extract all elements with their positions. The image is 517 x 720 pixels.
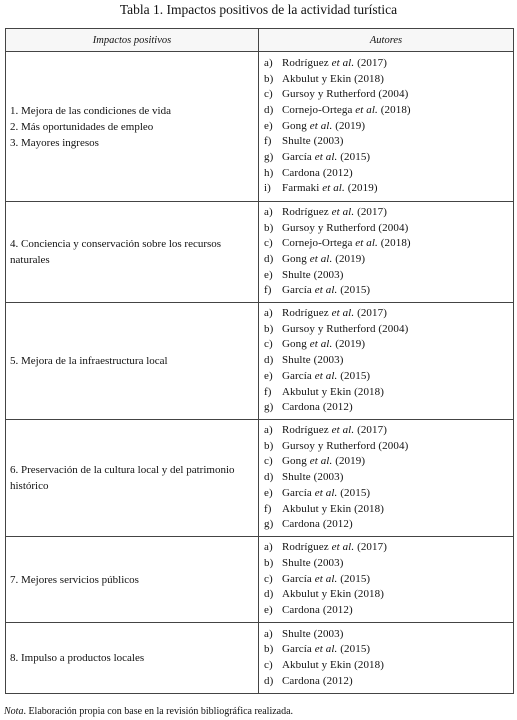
impact-line: 2. Más oportunidades de empleo — [10, 120, 154, 133]
impact-line: naturales — [10, 254, 50, 266]
impact-line: 1. Mejora de las condiciones de vida — [10, 104, 171, 117]
citation-letter: g) — [264, 401, 274, 414]
citation-year: (2015) — [340, 643, 371, 656]
author-citation — [264, 517, 513, 533]
author-name: Akbulut y Ekin — [282, 502, 352, 515]
author-citation — [264, 221, 513, 237]
author-name: Gursoy y Rutherford — [282, 322, 376, 335]
note-text: . Elaboración propia con base en la revisión bibliográfica realizada. — [23, 706, 294, 717]
authors-cell — [259, 623, 514, 694]
citation-year: (2003) — [313, 354, 344, 367]
author-citation — [264, 181, 513, 197]
citation-letter: e) — [264, 369, 273, 382]
author-citation — [264, 56, 513, 72]
citation-year: (2015) — [340, 572, 371, 585]
author-citation — [264, 454, 513, 470]
citation-year: (2018) — [354, 385, 385, 398]
citation-year: (2015) — [340, 151, 371, 164]
author-citation — [264, 486, 513, 502]
citation-year: (2017) — [357, 205, 387, 218]
citation-year: (2003) — [313, 556, 344, 569]
citation-letter: c) — [264, 572, 273, 585]
author-name: Rodríguez — [282, 205, 329, 218]
citation-letter: a) — [264, 307, 273, 320]
citation-letter: d) — [264, 103, 274, 116]
author-name: García — [282, 284, 312, 297]
author-name: Shulte — [282, 556, 311, 569]
citation-letter: d) — [264, 471, 274, 484]
citation-year: (2019) — [335, 455, 366, 468]
citation-letter: c) — [264, 455, 273, 468]
citation-letter: b) — [264, 643, 274, 656]
citation-year: (2003) — [313, 627, 344, 640]
et-al: et al. — [314, 486, 338, 499]
author-name: Cardona — [282, 166, 320, 179]
author-name: Akbulut y Ekin — [282, 72, 352, 85]
author-citation — [264, 658, 513, 674]
author-name: Shulte — [282, 471, 311, 484]
impact-cell — [6, 537, 259, 623]
author-citation — [264, 556, 513, 572]
citation-year: (2004) — [378, 88, 409, 101]
citation-letter: i) — [264, 182, 271, 195]
citation-letter: a) — [264, 424, 273, 437]
citation-year: (2012) — [322, 401, 353, 414]
citation-letter: f) — [264, 502, 272, 515]
et-al: et al. — [331, 541, 355, 554]
impact-cell — [6, 52, 259, 202]
et-al: et al. — [355, 237, 378, 250]
author-citation — [264, 306, 513, 322]
author-citation — [264, 603, 513, 619]
author-citation — [264, 205, 513, 221]
citation-letter: d) — [264, 588, 274, 601]
citation-year: (2015) — [340, 486, 371, 499]
author-citation — [264, 103, 513, 119]
et-al: et al. — [309, 119, 333, 132]
impact-cell — [6, 303, 259, 420]
author-citation — [264, 385, 513, 401]
citation-year: (2012) — [322, 674, 353, 687]
et-al: et al. — [331, 307, 355, 320]
citation-year: (2018) — [354, 72, 385, 85]
author-name: Gursoy y Rutherford — [282, 439, 376, 452]
citation-letter: a) — [264, 56, 273, 69]
author-name: García — [282, 486, 312, 499]
author-citation — [264, 627, 513, 643]
author-citation — [264, 87, 513, 103]
et-al: et al. — [322, 182, 345, 195]
citation-year: (2019) — [335, 119, 366, 132]
citation-letter: d) — [264, 253, 274, 265]
citation-letter: a) — [264, 627, 273, 640]
citation-letter: c) — [264, 338, 273, 351]
citation-letter: e) — [264, 119, 273, 132]
table-note — [4, 706, 293, 718]
citation-year: (2012) — [322, 518, 353, 531]
citation-year: (2003) — [313, 471, 344, 484]
authors-cell — [259, 52, 514, 202]
table-row — [6, 303, 514, 420]
citation-letter: c) — [264, 237, 273, 250]
author-citation — [264, 119, 513, 135]
et-al: et al. — [309, 455, 333, 468]
citation-year: (2017) — [357, 424, 387, 437]
citation-letter: g) — [264, 151, 274, 164]
author-citation — [264, 72, 513, 88]
author-citation — [264, 353, 513, 369]
author-citation — [264, 369, 513, 385]
citation-letter: c) — [264, 88, 273, 101]
author-name: García — [282, 572, 312, 585]
authors-cell — [259, 420, 514, 537]
author-name: Farmaki — [282, 182, 320, 195]
author-name: Gong — [282, 253, 307, 265]
et-al: et al. — [309, 253, 333, 265]
citation-year: (2004) — [378, 439, 409, 452]
citation-letter: e) — [264, 604, 273, 617]
citation-year: (2018) — [354, 588, 385, 601]
et-al: et al. — [331, 205, 355, 218]
author-citation — [264, 587, 513, 603]
author-name: García — [282, 369, 312, 382]
citation-year: (2004) — [378, 221, 409, 234]
et-al: et al. — [314, 369, 338, 382]
author-citation — [264, 283, 513, 299]
citation-letter: b) — [264, 439, 274, 452]
table-row — [6, 420, 514, 537]
impacts-column-header: Impactos positivos — [6, 29, 259, 52]
citation-letter: g) — [264, 518, 274, 531]
table-row — [6, 623, 514, 694]
table-row — [6, 52, 514, 202]
impacts-table — [5, 28, 514, 694]
citation-year: (2018) — [380, 103, 411, 116]
et-al: et al. — [331, 56, 355, 69]
author-citation — [264, 674, 513, 690]
author-citation — [264, 150, 513, 166]
author-name: García — [282, 151, 312, 164]
authors-cell — [259, 202, 514, 303]
citation-letter: b) — [264, 322, 274, 335]
authors-column-header: Autores — [259, 29, 514, 52]
citation-letter: f) — [264, 385, 272, 398]
author-name: Rodríguez — [282, 424, 329, 437]
author-citation — [264, 268, 513, 284]
citation-letter: e) — [264, 486, 273, 499]
citation-letter: b) — [264, 556, 274, 569]
impact-line: 4. Conciencia y conservación sobre los recursos — [10, 238, 222, 250]
author-name: Akbulut y Ekin — [282, 588, 352, 601]
citation-letter: b) — [264, 72, 274, 85]
et-al: et al. — [314, 284, 338, 297]
author-name: Gong — [282, 338, 307, 351]
impact-line: 5. Mejora de la infraestructura local — [10, 355, 168, 367]
author-citation — [264, 502, 513, 518]
impact-cell — [6, 623, 259, 694]
note-label: Nota — [4, 706, 24, 717]
citation-year: (2017) — [357, 307, 387, 320]
et-al: et al. — [355, 103, 378, 116]
author-citation — [264, 337, 513, 353]
table-row — [6, 202, 514, 303]
author-name: Akbulut y Ekin — [282, 659, 352, 671]
citation-year: (2018) — [354, 659, 385, 671]
citation-letter: f) — [264, 135, 272, 148]
citation-year: (2019) — [347, 182, 378, 195]
impact-cell — [6, 420, 259, 537]
authors-cell — [259, 537, 514, 623]
authors-cell — [259, 303, 514, 420]
author-name: Cornejo-Ortega — [282, 103, 353, 116]
author-name: Rodríguez — [282, 56, 329, 69]
author-name: Rodríguez — [282, 541, 329, 554]
et-al: et al. — [314, 151, 338, 164]
impact-line: histórico — [10, 480, 49, 492]
author-name: Gong — [282, 455, 307, 468]
citation-year: (2012) — [322, 604, 353, 617]
citation-letter: h) — [264, 166, 274, 179]
citation-letter: e) — [264, 268, 273, 281]
citation-year: (2015) — [340, 284, 371, 297]
author-citation — [264, 572, 513, 588]
citation-letter: a) — [264, 205, 273, 218]
author-name: Gursoy y Rutherford — [282, 88, 376, 101]
author-name: Shulte — [282, 354, 311, 367]
author-citation — [264, 642, 513, 658]
et-al: et al. — [331, 424, 355, 437]
author-citation — [264, 439, 513, 455]
citation-year: (2019) — [335, 338, 366, 351]
author-citation — [264, 322, 513, 338]
author-name: Cardona — [282, 401, 320, 414]
author-citation — [264, 236, 513, 252]
author-name: Rodríguez — [282, 307, 329, 320]
citation-year: (2015) — [340, 369, 371, 382]
author-citation — [264, 423, 513, 439]
impact-line: 8. Impulso a productos locales — [10, 652, 145, 664]
author-name: Cardona — [282, 518, 320, 531]
citation-letter: a) — [264, 541, 273, 554]
citation-year: (2018) — [380, 237, 411, 250]
impact-line: 7. Mejores servicios públicos — [10, 573, 139, 586]
author-citation — [264, 166, 513, 182]
author-name: Cardona — [282, 674, 320, 687]
et-al: et al. — [314, 572, 338, 585]
author-name: García — [282, 643, 312, 656]
et-al: et al. — [309, 338, 333, 351]
author-name: Shulte — [282, 268, 311, 281]
author-citation — [264, 134, 513, 150]
citation-letter: c) — [264, 659, 273, 671]
author-name: Shulte — [282, 627, 311, 640]
citation-year: (2019) — [335, 253, 366, 265]
citation-letter: d) — [264, 674, 274, 687]
et-al: et al. — [314, 643, 338, 656]
author-name: Gursoy y Rutherford — [282, 221, 376, 234]
impact-line: 6. Preservación de la cultura local y del patrimonio — [10, 464, 235, 476]
citation-year: (2017) — [357, 56, 387, 69]
author-name: Shulte — [282, 135, 311, 148]
table-title: Tabla 1. Impactos positivos de la actividad turística — [119, 2, 398, 17]
author-name: Gong — [282, 119, 307, 132]
citation-year: (2004) — [378, 322, 409, 335]
author-citation — [264, 470, 513, 486]
citation-letter: d) — [264, 354, 274, 367]
citation-year: (2018) — [354, 502, 385, 515]
citation-year: (2012) — [322, 166, 353, 179]
table-header-row — [6, 29, 514, 52]
author-name: Cardona — [282, 604, 320, 617]
citation-year: (2017) — [357, 541, 387, 554]
impact-cell — [6, 202, 259, 303]
citation-letter: f) — [264, 284, 272, 297]
citation-year: (2003) — [313, 268, 344, 281]
citation-letter: b) — [264, 221, 274, 234]
table-row — [6, 537, 514, 623]
author-name: Cornejo-Ortega — [282, 237, 353, 250]
author-citation — [264, 540, 513, 556]
citation-year: (2003) — [313, 135, 344, 148]
author-citation — [264, 400, 513, 416]
author-name: Akbulut y Ekin — [282, 385, 352, 398]
impact-line: 3. Mayores ingresos — [10, 136, 99, 149]
author-citation — [264, 252, 513, 268]
